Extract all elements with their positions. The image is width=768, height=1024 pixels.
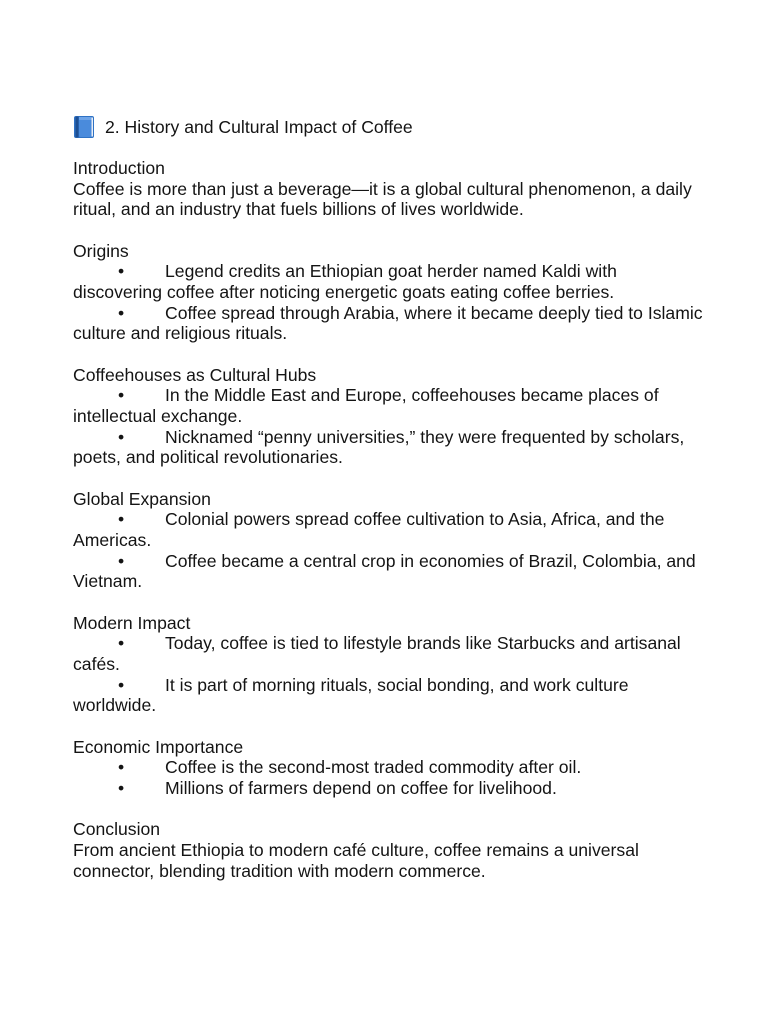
list-item-text: Millions of farmers depend on coffee for livelihood. [165, 778, 557, 799]
section-global-expansion [73, 489, 703, 593]
list-item [73, 551, 703, 592]
list-item [73, 509, 703, 550]
list-item-text: Coffee spread through Arabia, where it became deeply tied to Islamic culture and religious rituals. [73, 302, 703, 344]
bullet-marker: • [118, 674, 125, 695]
list-item-text: Legend credits an Ethiopian goat herder named Kaldi with discovering coffee after noticing energetic goats eating coffee berries. [73, 261, 617, 303]
section-heading: Modern Impact [73, 612, 191, 633]
list-item [73, 385, 703, 426]
list-item-text: In the Middle East and Europe, coffeehouses became places of intellectual exchange. [73, 385, 659, 427]
list-item-text: Colonial powers spread coffee cultivation to Asia, Africa, and the Americas. [73, 509, 665, 551]
bullet-marker: • [118, 757, 125, 778]
section-modern-impact [73, 613, 703, 717]
bullet-marker: • [118, 302, 125, 323]
section-heading: Origins [73, 240, 129, 261]
list-item [73, 427, 703, 468]
section-heading: Global Expansion [73, 488, 211, 509]
section-heading: Economic Importance [73, 736, 244, 757]
bullet-marker: • [118, 509, 125, 530]
section-heading: Conclusion [73, 819, 161, 840]
list-item [73, 261, 703, 302]
list-item [73, 757, 703, 778]
bullet-marker: • [118, 633, 125, 654]
section-conclusion [73, 819, 703, 881]
section-paragraph: Coffee is more than just a beverage—it is a global cultural phenomenon, a daily ritual, and an industry that fuels billions of lives worldwide. [73, 178, 692, 220]
bullet-marker: • [118, 426, 125, 447]
list-item-text: It is part of morning rituals, social bonding, and work culture worldwide. [73, 674, 629, 716]
list-item-text: Coffee became a central crop in economies of Brazil, Colombia, and Vietnam. [73, 550, 696, 592]
list-item-text: Today, coffee is tied to lifestyle brands like Starbucks and artisanal cafés. [73, 633, 681, 675]
list-item-text: Coffee is the second-most traded commodity after oil. [165, 757, 582, 778]
document-body [73, 113, 703, 902]
document-title-row [73, 113, 703, 141]
bullet-marker: • [118, 550, 125, 571]
book-icon [73, 115, 95, 139]
section-introduction [73, 158, 703, 220]
bullet-marker: • [118, 385, 125, 406]
section-coffeehouses [73, 365, 703, 469]
list-item [73, 303, 703, 344]
section-heading: Coffeehouses as Cultural Hubs [73, 364, 317, 385]
list-item-text: Nicknamed “penny universities,” they were frequented by scholars, poets, and political revolutionaries. [73, 426, 685, 468]
list-item [73, 778, 703, 799]
list-item [73, 633, 703, 674]
bullet-marker: • [118, 778, 125, 799]
section-economic-importance [73, 737, 703, 799]
document-title: 2. History and Cultural Impact of Coffee [105, 116, 413, 137]
bullet-marker: • [118, 261, 125, 282]
section-heading: Introduction [73, 158, 165, 178]
section-origins [73, 241, 703, 345]
list-item [73, 675, 703, 716]
section-paragraph: From ancient Ethiopia to modern café culture, coffee remains a universal connector, blending tradition with modern commerce. [73, 839, 639, 881]
